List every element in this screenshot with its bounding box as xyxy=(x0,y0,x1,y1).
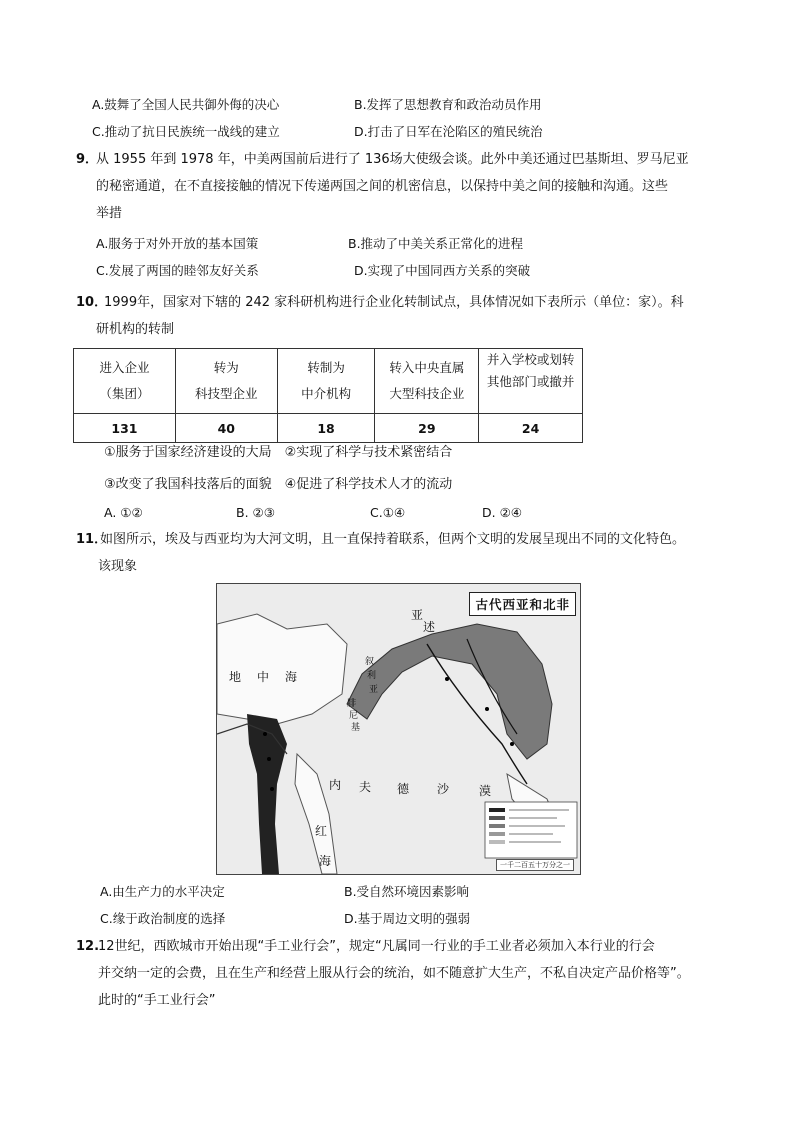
table-cell: 24 xyxy=(479,414,583,443)
q9-stem-line-3: 举措 xyxy=(96,206,123,221)
q9-option-d[interactable]: D.实现了中国同西方关系的突破 xyxy=(354,263,531,278)
q8-option-c[interactable]: C.推动了抗日民族统一战线的建立 xyxy=(92,124,280,139)
map-label: 亚 xyxy=(411,608,424,622)
q9-option-a[interactable]: A.服务于对外开放的基本国策 xyxy=(96,236,259,251)
map-label: 夫 xyxy=(359,780,372,794)
q11-option-d[interactable]: D.基于周边文明的强弱 xyxy=(344,911,471,926)
q12-stem-line-2: 并交纳一定的会费，且在生产和经营上服从行会的统治，如不随意扩大生产，不私自决定产品价格等”。 xyxy=(98,966,690,981)
q10-option-a[interactable]: A. ①② xyxy=(104,505,143,520)
q9-option-c[interactable]: C.发展了两国的睦邻友好关系 xyxy=(96,263,259,278)
q11-option-a[interactable]: A.由生产力的水平决定 xyxy=(100,884,225,899)
map-label: 述 xyxy=(423,620,436,634)
q10-option-c[interactable]: C.①④ xyxy=(370,505,406,520)
q11-option-c[interactable]: C.缘于政治制度的选择 xyxy=(100,911,226,926)
q10-statements-line-1: ①服务于国家经济建设的大局 ②实现了科学与技术紧密结合 xyxy=(104,445,453,460)
q10-table xyxy=(73,348,583,443)
map-label: 亚 xyxy=(369,685,379,695)
map-label: 海 xyxy=(285,670,298,684)
map-label: 沙 xyxy=(437,782,450,796)
map-label: 中 xyxy=(257,670,270,684)
map-label: 德 xyxy=(397,782,410,796)
table-cell: 18 xyxy=(277,414,375,443)
table-row xyxy=(74,414,583,443)
q11-number: 11． xyxy=(76,532,108,547)
map-label: 叙 xyxy=(365,657,375,667)
table-header-row xyxy=(74,349,583,414)
q10-number: 10． xyxy=(76,295,108,310)
map-scale: 一千二百五十万分之一 xyxy=(496,859,574,871)
q9-stem-line-1: 从 1955 年到 1978 年，中美两国前后进行了 136场大使级会谈。此外中美还通过巴基斯坦、罗马尼亚 xyxy=(96,152,689,167)
map-label: 海 xyxy=(319,854,332,868)
map-label: 红 xyxy=(315,824,328,838)
table-cell: 29 xyxy=(375,414,479,443)
map-label: 腓 xyxy=(347,699,357,709)
q9-number: 9． xyxy=(76,152,99,167)
table-header-cell: 转入中央直属 大型科技企业 xyxy=(375,349,479,414)
table-cell: 131 xyxy=(74,414,176,443)
q10-stem-line-1: 1999年，国家对下辖的 242 家科研机构进行企业化转制试点，具体情况如下表所示（单位：家）。科 xyxy=(104,295,684,310)
ancient-map xyxy=(216,583,581,875)
map-label: 基 xyxy=(351,723,361,733)
q11-option-b[interactable]: B.受自然环境因素影响 xyxy=(344,884,470,899)
map-label: 尼 xyxy=(349,711,359,721)
map-label: 内 xyxy=(329,778,342,792)
table-header-cell: 进入企业 （集团） xyxy=(74,349,176,414)
q12-stem-line-3: 此时的“手工业行会” xyxy=(98,993,216,1008)
table-header-cell: 转制为 中介机构 xyxy=(277,349,375,414)
q11-stem-line-2: 该现象 xyxy=(98,559,138,574)
map-label: 利 xyxy=(367,671,377,681)
map-title: 古代西亚和北非 xyxy=(469,592,576,616)
map-drawing xyxy=(217,584,580,874)
q10-option-b[interactable]: B. ②③ xyxy=(236,505,275,520)
q8-option-b[interactable]: B.发挥了思想教育和政治动员作用 xyxy=(354,97,542,112)
q12-stem-line-1: 12世纪，西欧城市开始出现“手工业行会”，规定“凡属同一行业的手工业者必须加入本行业的行会 xyxy=(98,939,655,954)
map-label: 地 xyxy=(229,670,242,684)
map-label: 漠 xyxy=(479,784,492,798)
q8-option-a[interactable]: A.鼓舞了全国人民共御外侮的决心 xyxy=(92,97,280,112)
table-cell: 40 xyxy=(175,414,277,443)
table-header-cell: 转为 科技型企业 xyxy=(175,349,277,414)
q11-stem-line-1: 如图所示，埃及与西亚均为大河文明，且一直保持着联系，但两个文明的发展呈现出不同的文化特色。 xyxy=(100,532,686,547)
q12-number: 12. xyxy=(76,939,100,954)
q10-stem-line-2: 研机构的转制 xyxy=(96,322,175,337)
q10-option-d[interactable]: D. ②④ xyxy=(482,505,522,520)
q9-option-b[interactable]: B.推动了中美关系正常化的进程 xyxy=(348,236,524,251)
table-header-cell: 并入学校或划转 其他部门或撤并 xyxy=(479,349,583,414)
q10-statements-line-2: ③改变了我国科技落后的面貌 ④促进了科学技术人才的流动 xyxy=(104,477,453,492)
q9-stem-line-2: 的秘密通道，在不直接接触的情况下传递两国之间的机密信息，以保持中美之间的接触和沟通。这些 xyxy=(96,179,669,194)
q8-option-d[interactable]: D.打击了日军在沦陷区的殖民统治 xyxy=(354,124,543,139)
